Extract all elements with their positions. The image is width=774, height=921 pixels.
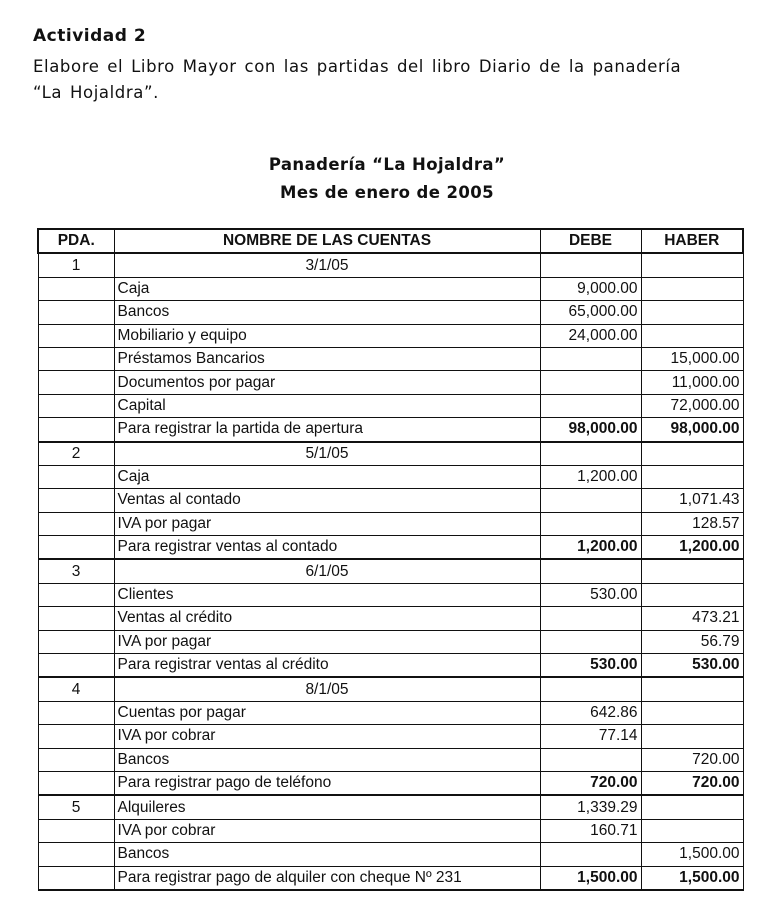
total-debit: 530.00 [540, 654, 641, 678]
entry-total-row [38, 654, 743, 678]
credit-amount: 56.79 [641, 630, 743, 653]
entry-total-row [38, 536, 743, 560]
company-title: Panadería “La Hojaldra” [268, 155, 506, 174]
activity-heading: Actividad 2 [33, 26, 147, 46]
entry-date: 8/1/05 [114, 677, 540, 701]
credit-amount [641, 795, 743, 819]
pda-cell [38, 512, 114, 535]
debit-amount [540, 607, 641, 630]
entry-concept: Para registrar ventas al contado [114, 536, 540, 560]
pda-cell [38, 607, 114, 630]
table-row [38, 819, 743, 842]
total-credit: 1,200.00 [641, 536, 743, 560]
account-name: Mobiliario y equipo [114, 324, 540, 347]
pda-cell [38, 536, 114, 560]
debit-amount: 642.86 [540, 701, 641, 724]
account-name: Caja [114, 465, 540, 488]
total-debit: 720.00 [540, 771, 641, 795]
debit-amount: 160.71 [540, 819, 641, 842]
account-name: IVA por cobrar [114, 725, 540, 748]
table-row [38, 347, 743, 370]
debit-amount [540, 489, 641, 512]
table-row [38, 630, 743, 653]
debit-cell [540, 253, 641, 277]
pda-cell [38, 277, 114, 300]
entry-total-row [38, 866, 743, 890]
table-row [38, 725, 743, 748]
account-name: IVA por pagar [114, 630, 540, 653]
account-name: Bancos [114, 748, 540, 771]
total-credit: 530.00 [641, 654, 743, 678]
credit-cell [641, 559, 743, 583]
instruction-line-2: “La Hojaldra”. [33, 83, 159, 102]
debit-amount: 77.14 [540, 725, 641, 748]
debit-amount: 65,000.00 [540, 301, 641, 324]
debit-amount [540, 843, 641, 866]
account-name: Capital [114, 394, 540, 417]
account-name: Bancos [114, 301, 540, 324]
credit-amount [641, 465, 743, 488]
account-name: Clientes [114, 583, 540, 606]
pda-cell [38, 489, 114, 512]
table-row [38, 324, 743, 347]
table-row [38, 512, 743, 535]
pda-cell [38, 866, 114, 890]
debit-amount: 24,000.00 [540, 324, 641, 347]
pda-cell [38, 843, 114, 866]
activity-instructions [33, 54, 733, 106]
account-name: Ventas al crédito [114, 607, 540, 630]
credit-amount: 128.57 [641, 512, 743, 535]
credit-amount: 1,071.43 [641, 489, 743, 512]
table-row [38, 607, 743, 630]
pda-cell [38, 701, 114, 724]
credit-amount: 15,000.00 [641, 347, 743, 370]
pda-cell [38, 771, 114, 795]
pda-cell [38, 301, 114, 324]
entry-date: 3/1/05 [114, 253, 540, 277]
pda-cell [38, 418, 114, 442]
account-name: Cuentas por pagar [114, 701, 540, 724]
table-row [38, 489, 743, 512]
account-name: Bancos [114, 843, 540, 866]
header-credit: HABER [641, 229, 743, 253]
credit-amount: 1,500.00 [641, 843, 743, 866]
table-header-row [38, 229, 743, 253]
credit-amount: 72,000.00 [641, 394, 743, 417]
pda-cell [38, 347, 114, 370]
entry-concept: Para registrar ventas al crédito [114, 654, 540, 678]
account-name: Documentos por pagar [114, 371, 540, 394]
account-name: Préstamos Bancarios [114, 347, 540, 370]
credit-amount [641, 819, 743, 842]
entry-total-row [38, 771, 743, 795]
credit-amount [641, 583, 743, 606]
debit-amount: 1,339.29 [540, 795, 641, 819]
debit-amount [540, 630, 641, 653]
pda-cell [38, 819, 114, 842]
entry-date: 6/1/05 [114, 559, 540, 583]
credit-amount [641, 301, 743, 324]
header-pda: PDA. [38, 229, 114, 253]
table-row [38, 465, 743, 488]
pda-cell [38, 324, 114, 347]
table-row [38, 701, 743, 724]
credit-cell [641, 253, 743, 277]
credit-amount: 473.21 [641, 607, 743, 630]
total-debit: 98,000.00 [540, 418, 641, 442]
pda-cell [38, 725, 114, 748]
table-row [38, 371, 743, 394]
entry-number: 5 [38, 795, 114, 819]
total-debit: 1,200.00 [540, 536, 641, 560]
instruction-line-1: Elabore el Libro Mayor con las partidas del libro Diario de la panadería [33, 57, 682, 76]
debit-cell [540, 442, 641, 466]
account-name: IVA por cobrar [114, 819, 540, 842]
entry-total-row [38, 418, 743, 442]
entry-date-row [38, 253, 743, 277]
debit-amount: 530.00 [540, 583, 641, 606]
debit-amount [540, 394, 641, 417]
credit-amount [641, 324, 743, 347]
account-name: Alquileres [114, 795, 540, 819]
debit-amount [540, 512, 641, 535]
table-row [38, 394, 743, 417]
table-row [38, 301, 743, 324]
entry-number: 1 [38, 253, 114, 277]
entry-date-row [38, 442, 743, 466]
credit-amount [641, 701, 743, 724]
entry-date: 5/1/05 [114, 442, 540, 466]
header-account: NOMBRE DE LAS CUENTAS [114, 229, 540, 253]
entry-date-row [38, 559, 743, 583]
entry-date-row [38, 677, 743, 701]
credit-amount [641, 277, 743, 300]
debit-amount: 1,200.00 [540, 465, 641, 488]
journal-body [38, 253, 743, 890]
pda-cell [38, 465, 114, 488]
table-row [38, 748, 743, 771]
debit-amount [540, 748, 641, 771]
account-name: Caja [114, 277, 540, 300]
debit-cell [540, 677, 641, 701]
credit-amount [641, 725, 743, 748]
table-row [38, 795, 743, 819]
pda-cell [38, 394, 114, 417]
entry-concept: Para registrar pago de alquiler con cheque Nº 231 [114, 866, 540, 890]
pda-cell [38, 583, 114, 606]
period-title: Mes de enero de 2005 [280, 183, 494, 202]
account-name: IVA por pagar [114, 512, 540, 535]
entry-number: 4 [38, 677, 114, 701]
credit-amount: 11,000.00 [641, 371, 743, 394]
pda-cell [38, 654, 114, 678]
header-debit: DEBE [540, 229, 641, 253]
pda-cell [38, 630, 114, 653]
entry-number: 2 [38, 442, 114, 466]
total-debit: 1,500.00 [540, 866, 641, 890]
entry-concept: Para registrar pago de teléfono [114, 771, 540, 795]
pda-cell [38, 371, 114, 394]
total-credit: 720.00 [641, 771, 743, 795]
debit-cell [540, 559, 641, 583]
debit-amount: 9,000.00 [540, 277, 641, 300]
debit-amount [540, 347, 641, 370]
table-row [38, 583, 743, 606]
credit-amount: 720.00 [641, 748, 743, 771]
pda-cell [38, 748, 114, 771]
account-name: Ventas al contado [114, 489, 540, 512]
table-row [38, 277, 743, 300]
entry-number: 3 [38, 559, 114, 583]
total-credit: 98,000.00 [641, 418, 743, 442]
debit-amount [540, 371, 641, 394]
total-credit: 1,500.00 [641, 866, 743, 890]
entry-concept: Para registrar la partida de apertura [114, 418, 540, 442]
table-row [38, 843, 743, 866]
journal-table [37, 228, 744, 891]
credit-cell [641, 677, 743, 701]
credit-cell [641, 442, 743, 466]
